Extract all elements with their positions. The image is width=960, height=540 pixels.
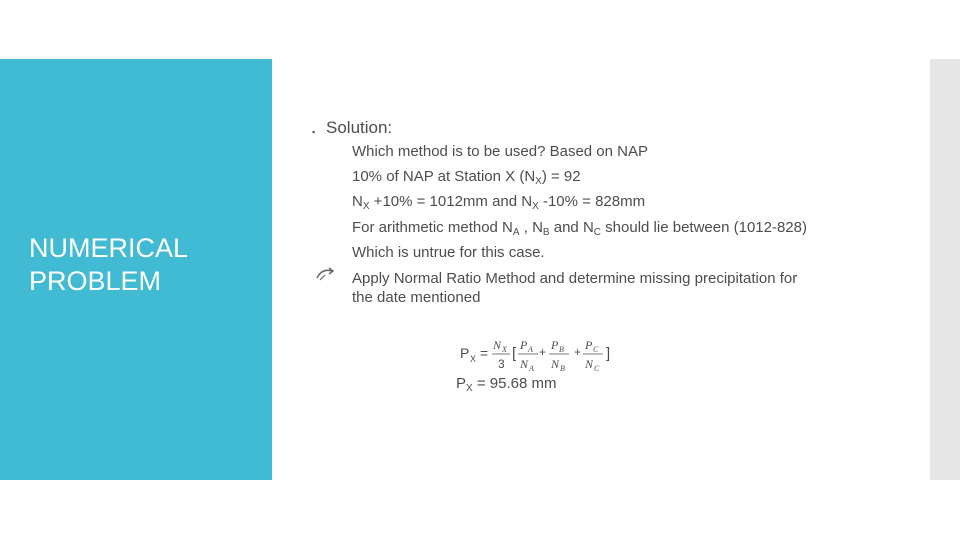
svg-text:X: X xyxy=(470,354,477,364)
text-line-4: For arithmetic method $N_A$ , $N_B$ and $N_C$ should lie between (1012-828) xyxy=(352,219,807,238)
text-line-1: Which method is to be used? Based on NAP xyxy=(352,143,649,160)
svg-text:C: C xyxy=(593,345,599,354)
text-line-2: 10% of NAP at Station X $(N_X) = 92$ xyxy=(352,168,581,187)
svg-text:+: + xyxy=(539,345,547,359)
svg-text:P: P xyxy=(460,345,470,361)
svg-text:C: C xyxy=(594,364,600,373)
svg-text:N: N xyxy=(520,357,529,371)
slide-title xyxy=(29,232,259,298)
svg-text:]: ] xyxy=(606,345,611,362)
result-line: $P_X = 95.68$ mm xyxy=(456,375,557,394)
text-line-7: the date mentioned xyxy=(352,289,481,306)
curved-arrow-bullet-icon xyxy=(315,266,337,282)
title-line-1: NUMERICAL xyxy=(29,233,189,263)
solution-label: Solution: xyxy=(326,118,393,137)
svg-text:P: P xyxy=(551,338,559,352)
normal-ratio-formula xyxy=(460,336,640,376)
svg-text:N: N xyxy=(585,357,594,371)
text-line-3: $N_X +10\% = 1012mm$ and $N_X$ -10% = 828mm xyxy=(352,193,646,212)
svg-text:+: + xyxy=(574,345,582,359)
svg-text:B: B xyxy=(560,364,565,373)
square-bullet-icon: ▪ xyxy=(312,127,316,137)
svg-text:[: [ xyxy=(512,345,517,362)
svg-text:P: P xyxy=(585,338,593,352)
svg-text:B: B xyxy=(559,345,564,354)
svg-text:N: N xyxy=(493,338,502,352)
text-line-5: Which is untrue for this case. xyxy=(352,244,545,261)
svg-text:P: P xyxy=(520,338,528,352)
title-line-2: PROBLEM xyxy=(29,265,162,296)
svg-text:N: N xyxy=(551,357,560,371)
right-edge-bar xyxy=(930,59,960,480)
svg-text:3: 3 xyxy=(498,357,505,371)
text-line-6: Apply Normal Ratio Method and determine missing precipitation for xyxy=(352,270,798,287)
svg-text:=: = xyxy=(480,345,489,361)
svg-text:A: A xyxy=(529,364,534,373)
svg-text:X: X xyxy=(502,345,507,354)
svg-text:A: A xyxy=(528,345,533,354)
